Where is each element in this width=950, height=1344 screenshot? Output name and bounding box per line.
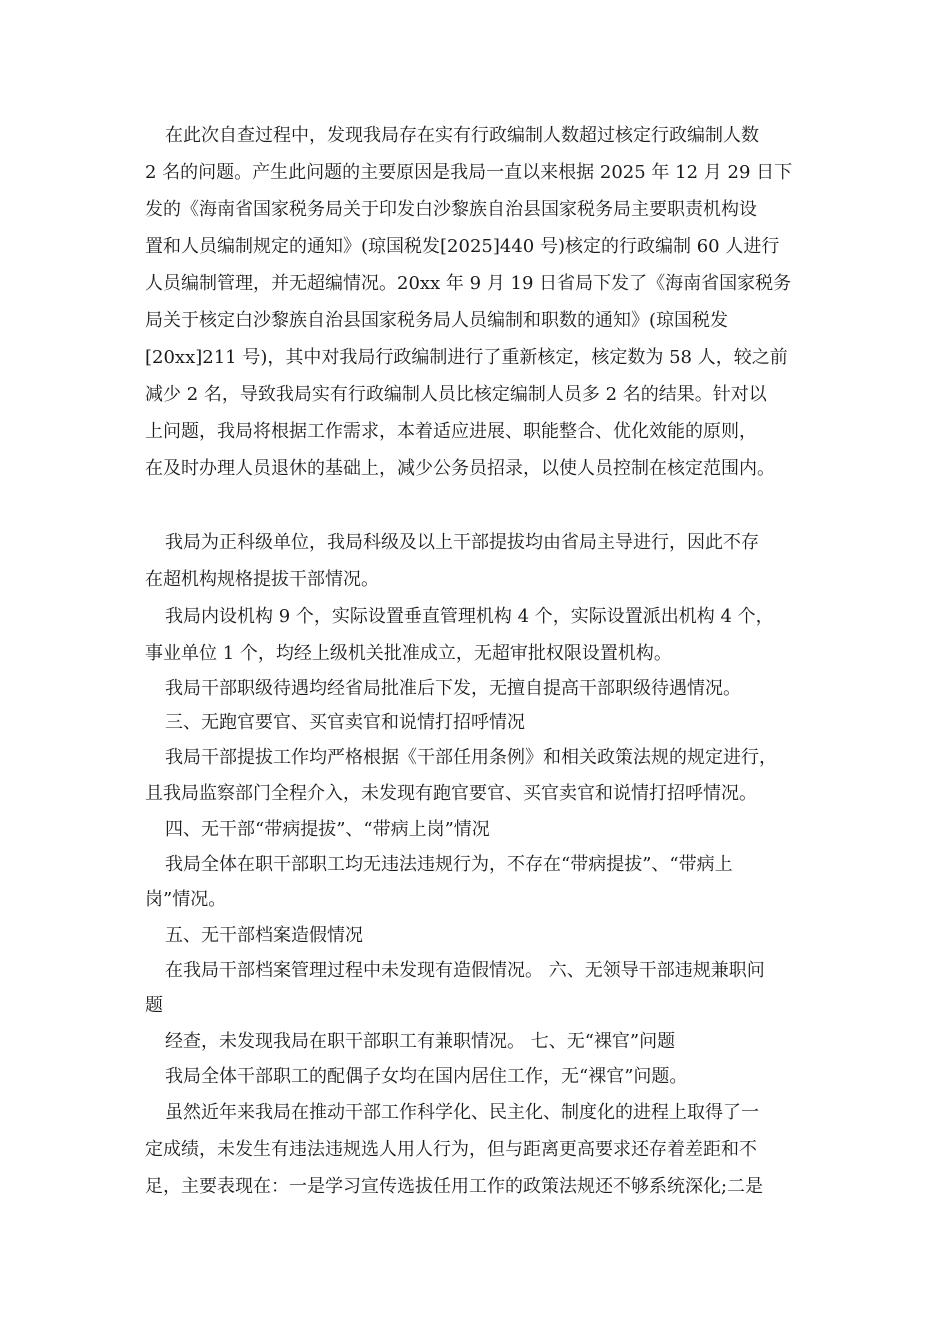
text-line: 减少 2 名，导致我局实有行政编制人员比核定编制人员多 2 名的结果。针对以 <box>145 384 767 405</box>
text-line: 事业单位 1 个，均经上级机关批准成立，无超审批权限设置机构。 <box>145 643 672 664</box>
text-line: 在此次自查过程中，发现我局存在实有行政编制人数超过核定行政编制人数 <box>165 125 759 146</box>
text-line: 我局全体在职干部职工均无违法违规行为，不存在“带病提拔”、“带病上 <box>165 854 733 875</box>
text-line: 发的《海南省国家税务局关于印发白沙黎族自治县国家税务局主要职责机构设 <box>145 199 757 220</box>
text-line: 在超机构规格提拔干部情况。 <box>145 569 379 590</box>
text-line: 2 名的问题。产生此问题的主要原因是我局一直以来根据 2025 年 12 月 29 日下 <box>145 162 793 183</box>
text-line: [20xx]211 号)，其中对我局行政编制进行了重新核定，核定数为 58 人，较之前 <box>145 347 788 368</box>
section-heading: 三、无跑官要官、买官卖官和说情打招呼情况 <box>165 712 525 733</box>
text-line: 足，主要表现在：一是学习宣传选拔任用工作的政策法规还不够系统深化;二是 <box>145 1176 764 1197</box>
text-line: 人员编制管理，并无超编情况。20xx 年 9 月 19 日省局下发了《海南省国家税务 <box>145 273 792 294</box>
text-line: 局关于核定白沙黎族自治县国家税务局人员编制和职数的通知》(琼国税发 <box>145 310 729 331</box>
text-line: 我局为正科级单位，我局科级及以上干部提拔均由省局主导进行，因此不存 <box>165 532 759 553</box>
text-line: 岗”情况。 <box>145 889 227 910</box>
text-line: 在及时办理人员退休的基础上，减少公务员招录，以使人员控制在核定范围内。 <box>145 458 775 479</box>
text-line: 我局干部职级待遇均经省局批准后下发，无擅自提高干部职级待遇情况。 <box>165 678 741 699</box>
text-line: 经查，未发现我局在职干部职工有兼职情况。 七、无“裸官”问题 <box>165 1031 676 1052</box>
text-line: 我局内设机构 9 个，实际设置垂直管理机构 4 个，实际设置派出机构 4 个， <box>165 606 774 627</box>
text-line: 定成绩，未发生有违法违规选人用人行为，但与距离更高要求还存着差距和不 <box>145 1139 757 1160</box>
text-line: 题 <box>145 995 163 1016</box>
text-line: 置和人员编制规定的通知》(琼国税发[2025]440 号)核定的行政编制 60 人进行 <box>145 236 780 257</box>
text-line: 虽然近年来我局在推动干部工作科学化、民主化、制度化的进程上取得了一 <box>165 1102 759 1123</box>
section-heading: 四、无干部“带病提拔”、“带病上岗”情况 <box>165 819 490 840</box>
text-line: 上问题，我局将根据工作需求，本着适应进展、职能整合、优化效能的原则， <box>145 421 757 442</box>
text-line: 我局全体干部职工的配偶子女均在国内居住工作，无“裸官”问题。 <box>165 1066 688 1087</box>
text-line: 且我局监察部门全程介入，未发现有跑官要官、买官卖官和说情打招呼情况。 <box>145 783 757 804</box>
text-line: 我局干部提拔工作均严格根据《干部任用条例》和相关政策法规的规定进行， <box>165 747 777 768</box>
section-heading: 五、无干部档案造假情况 <box>165 925 363 946</box>
text-line: 在我局干部档案管理过程中未发现有造假情况。 六、无领导干部违规兼职问 <box>165 960 765 981</box>
